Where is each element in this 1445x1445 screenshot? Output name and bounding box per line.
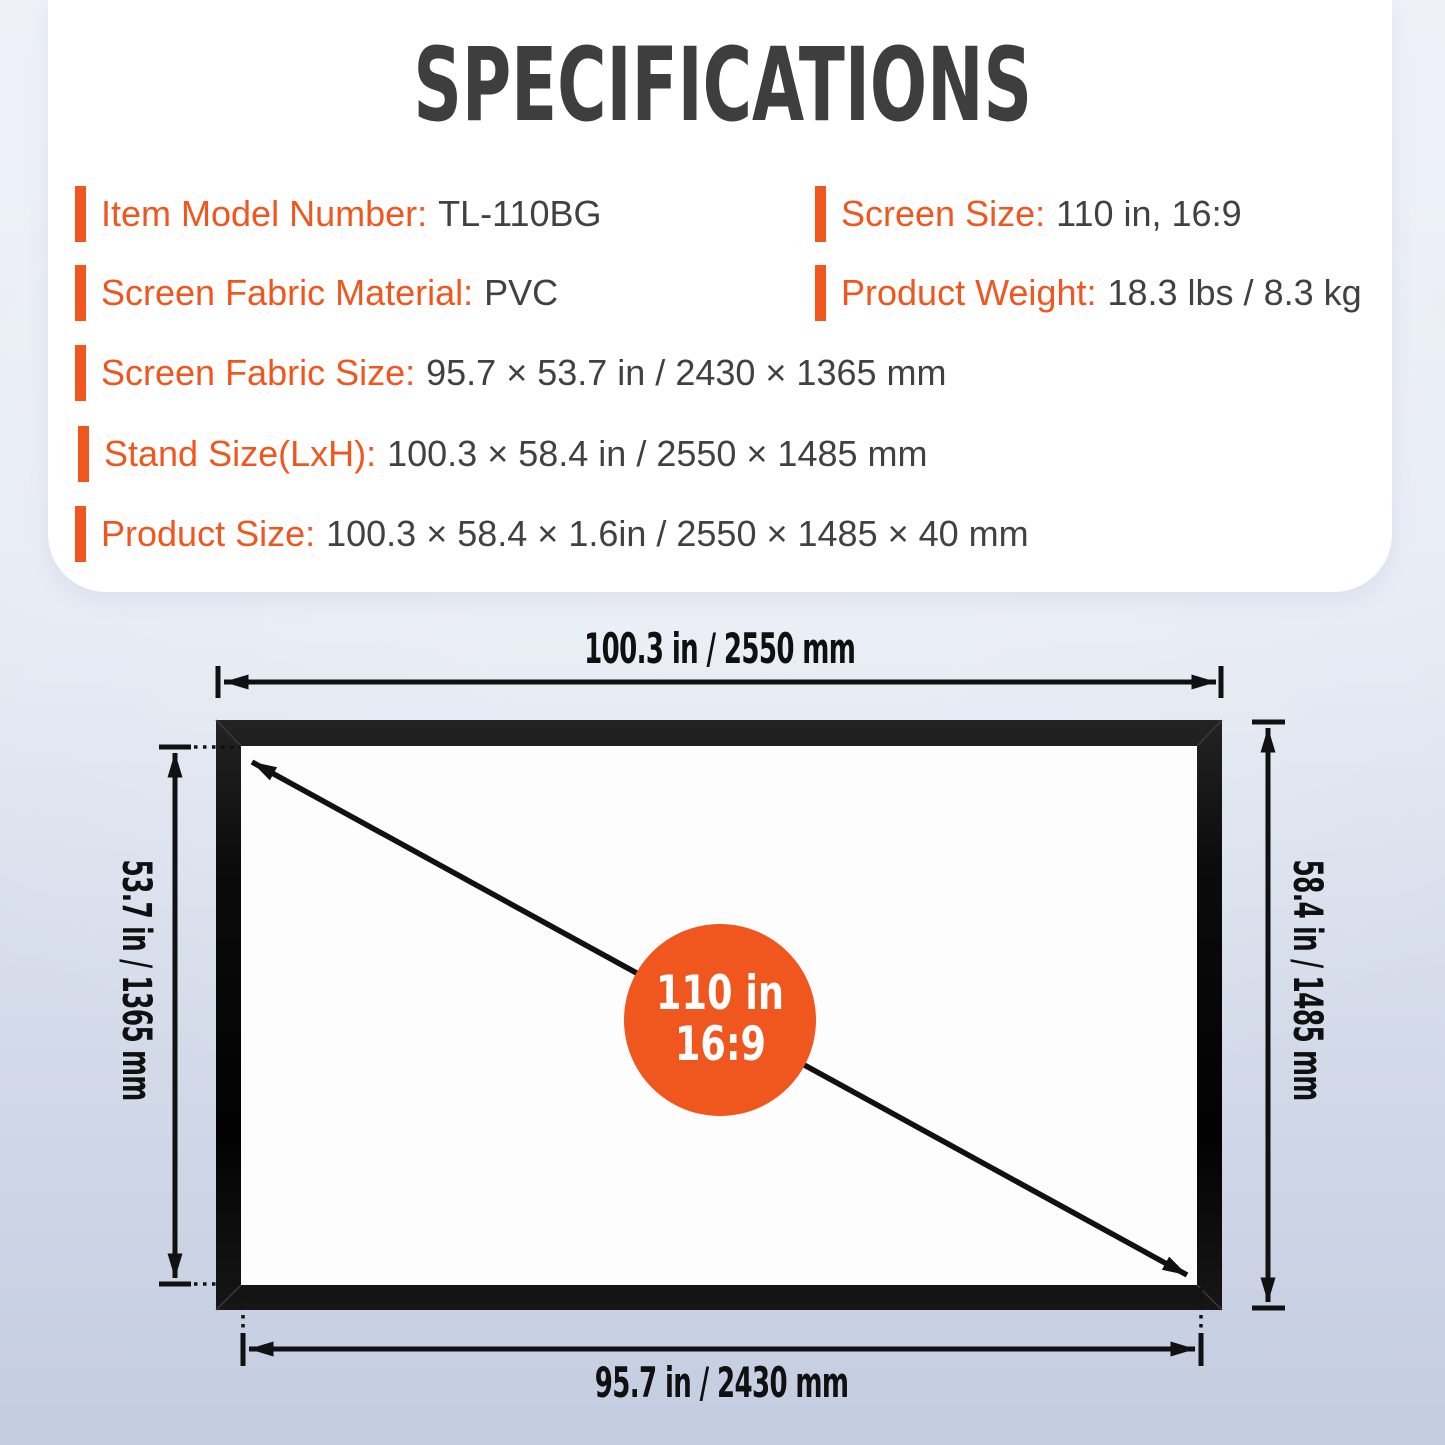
- page-title-text: SPECIFICATIONS: [413, 26, 1032, 145]
- badge-ratio-line: 16:9: [674, 1017, 766, 1072]
- spec-value: PVC: [484, 272, 559, 313]
- spec-value: 100.3 × 58.4 × 1.6in / 2550 × 1485 × 40 mm: [326, 513, 1029, 554]
- bottom-dimension-label: 95.7 in / 2430 mm: [595, 1358, 849, 1407]
- spec-value: 110 in, 16:9: [1056, 193, 1242, 234]
- spec-label: Screen Size:: [841, 193, 1046, 234]
- spec-value: 95.7 × 53.7 in / 2430 × 1365 mm: [426, 352, 947, 393]
- spec-label: Product Weight:: [841, 272, 1097, 313]
- right-height-arrow: [1252, 722, 1285, 1308]
- spec-label: Screen Fabric Material:: [101, 272, 474, 313]
- spec-label: Screen Fabric Size:: [101, 352, 416, 393]
- spec-label: Item Model Number:: [101, 193, 428, 234]
- size-badge: [624, 924, 816, 1116]
- top-dimension-label: 100.3 in / 2550 mm: [584, 624, 856, 673]
- spec-label: Product Size:: [101, 513, 316, 554]
- left-dimension-label: 53.7 in / 1365 mm: [113, 859, 159, 1101]
- badge-size-line: 110 in: [656, 966, 784, 1022]
- spec-label: Stand Size(LxH):: [104, 433, 377, 474]
- spec-value: TL-110BG: [438, 193, 602, 234]
- right-dimension-label: 58.4 in / 1485 mm: [1284, 859, 1330, 1101]
- spec-value: 100.3 × 58.4 in / 2550 × 1485 mm: [387, 433, 928, 474]
- spec-value: 18.3 lbs / 8.3 kg: [1107, 272, 1362, 313]
